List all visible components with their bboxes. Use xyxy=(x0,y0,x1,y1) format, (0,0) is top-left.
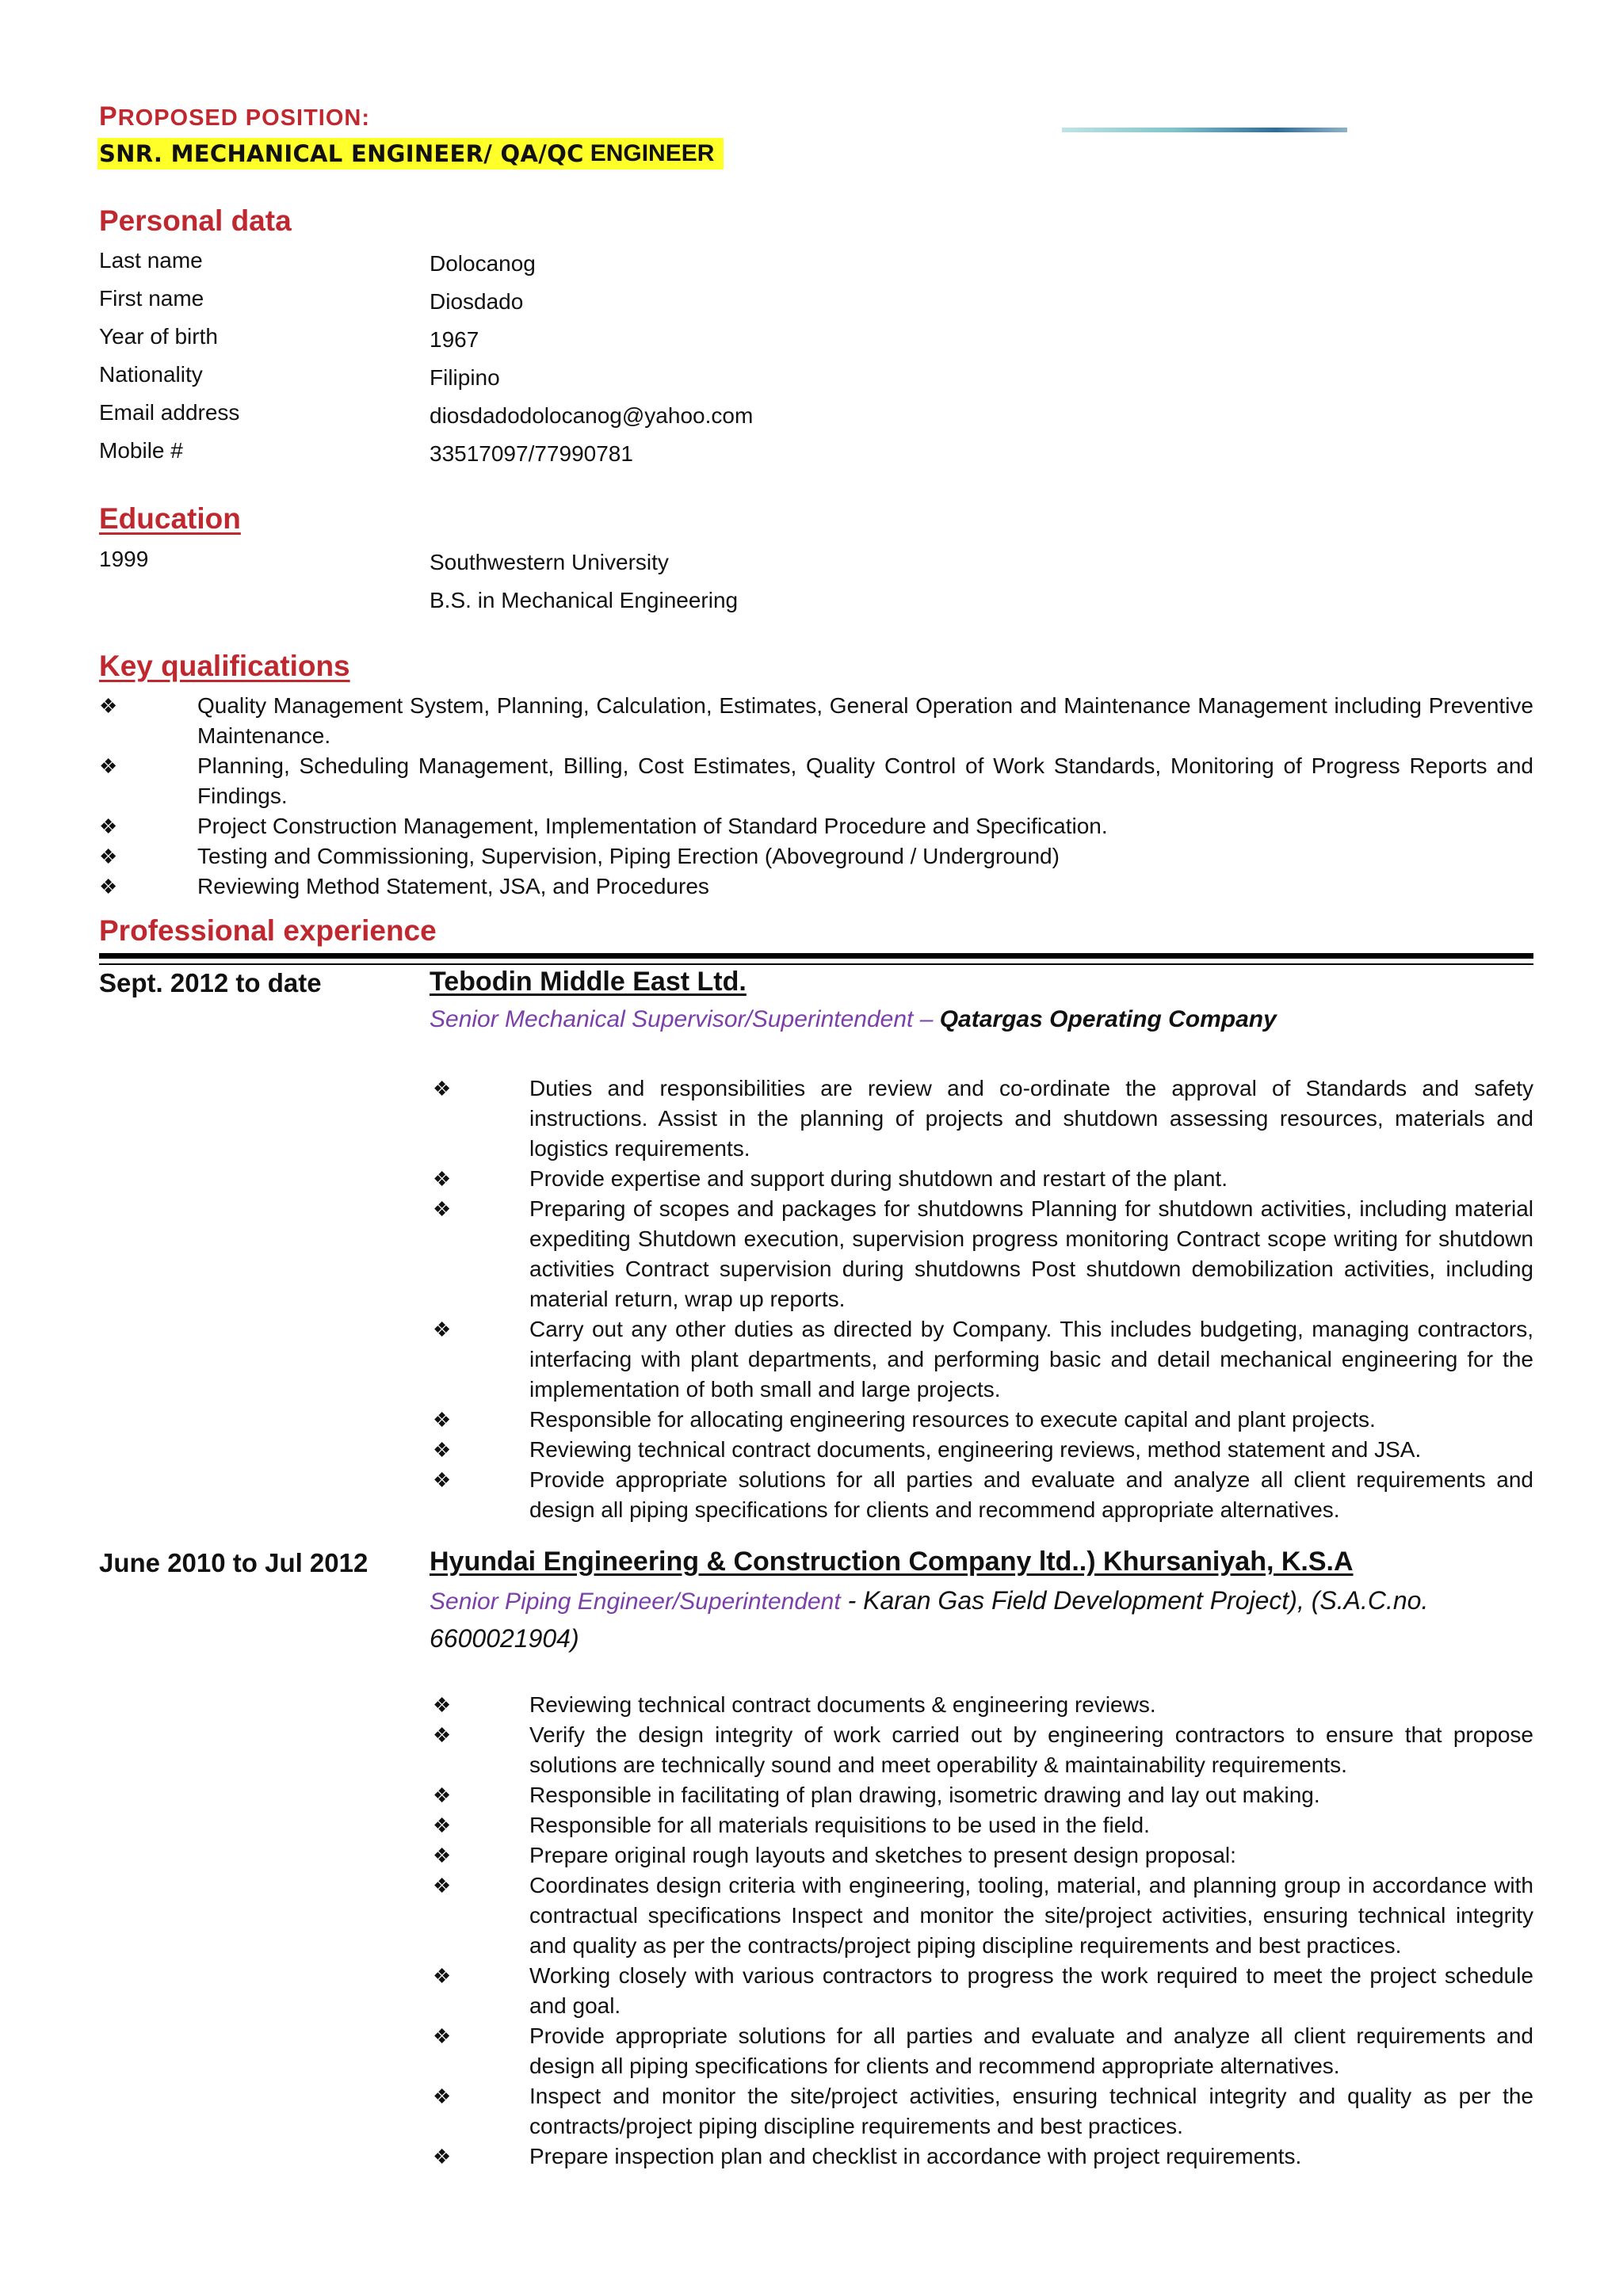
list-item: ❖ Carry out any other duties as directed by Company. This includes budgeting, managing contractors, interfacing with plant departments, and performing basic and detail mechanical engineering for the implementation of both small and large projects. xyxy=(430,1314,1533,1405)
education-degree-row xyxy=(99,585,1526,613)
personal-label: First name xyxy=(99,286,204,311)
key-qualifications-list xyxy=(99,691,1533,902)
personal-label: Email address xyxy=(99,400,240,425)
diamond-bullet-icon: ❖ xyxy=(433,1723,452,1747)
job-client: Qatargas Operating Company xyxy=(939,1006,1277,1032)
diamond-bullet-icon: ❖ xyxy=(433,1844,452,1867)
personal-data-heading: Personal data xyxy=(99,204,292,237)
diamond-bullet-icon: ❖ xyxy=(433,1318,452,1341)
diamond-bullet-icon: ❖ xyxy=(433,1408,452,1432)
job-company: Hyundai Engineering & Construction Company ltd..) Khursaniyah, K.S.A xyxy=(430,1547,1354,1577)
diamond-bullet-icon: ❖ xyxy=(433,2084,452,2108)
personal-value: 1967 xyxy=(430,327,479,352)
diamond-bullet-icon: ❖ xyxy=(433,1693,452,1717)
position-title-main: SNR. MECHANICAL ENGINEER/ QA/QC xyxy=(99,140,584,167)
personal-row-first-name xyxy=(99,286,1526,315)
list-item: ❖ Verify the design integrity of work carried out by engineering contractors to ensure that propose solutions are technically sound and meet operability & maintainability requirements. xyxy=(430,1720,1533,1780)
list-item: ❖ Reviewing technical contract documents, engineering reviews, method statement and JSA. xyxy=(430,1435,1533,1465)
personal-label: Year of birth xyxy=(99,324,218,349)
diamond-bullet-icon: ❖ xyxy=(99,754,118,778)
personal-value: Dolocanog xyxy=(430,251,536,276)
diamond-bullet-icon: ❖ xyxy=(433,1167,452,1191)
personal-row-email xyxy=(99,400,1526,429)
professional-experience-heading: Professional experience xyxy=(99,914,437,947)
job-date: Sept. 2012 to date xyxy=(99,968,322,997)
personal-value: diosdadodolocanog@yahoo.com xyxy=(430,403,754,428)
job-role-line xyxy=(430,1582,1484,1658)
list-item: ❖ Prepare original rough layouts and sketches to present design proposal: xyxy=(430,1840,1533,1871)
list-item: ❖ Testing and Commissioning, Supervision, Piping Erection (Aboveground / Underground) xyxy=(99,841,1533,871)
personal-row-mobile xyxy=(99,438,1526,467)
list-item: ❖ Provide appropriate solutions for all parties and evaluate and analyze all client requirements and design all piping specifications for clients and recommend appropriate alternatives. xyxy=(430,2021,1533,2081)
diamond-bullet-icon: ❖ xyxy=(433,1783,452,1807)
personal-value: Diosdado xyxy=(430,289,524,314)
list-item: ❖ Reviewing technical contract documents & engineering reviews. xyxy=(430,1690,1533,1720)
job-duties-list xyxy=(430,1074,1533,1525)
section-divider-thin xyxy=(99,963,1533,965)
list-item: ❖ Quality Management System, Planning, Calculation, Estimates, General Operation and Maintenance Management including Preventive Maintenance. xyxy=(99,691,1533,751)
list-item: ❖ Provide appropriate solutions for all parties and evaluate and analyze all client requirements and design all piping specifications for clients and recommend appropriate alternatives. xyxy=(430,1465,1533,1525)
list-item: ❖ Provide expertise and support during shutdown and restart of the plant. xyxy=(430,1164,1533,1194)
list-item: ❖ Responsible for all materials requisitions to be used in the field. xyxy=(430,1810,1533,1840)
list-item: ❖ Reviewing Method Statement, JSA, and Procedures xyxy=(99,871,1533,902)
diamond-bullet-icon: ❖ xyxy=(433,1197,452,1221)
diamond-bullet-icon: ❖ xyxy=(433,1814,452,1837)
job-role-separator: – xyxy=(913,1006,940,1032)
diamond-bullet-icon: ❖ xyxy=(99,694,118,718)
job-role-separator: - xyxy=(840,1586,864,1615)
education-year: 1999 xyxy=(99,547,149,571)
diamond-bullet-icon: ❖ xyxy=(433,1438,452,1462)
diamond-bullet-icon: ❖ xyxy=(433,2145,452,2168)
decorative-gradient-line xyxy=(1062,128,1347,132)
education-heading: Education xyxy=(99,502,241,535)
key-qualifications-heading: Key qualifications xyxy=(99,650,350,682)
list-item: ❖ Project Construction Management, Implementation of Standard Procedure and Specification. xyxy=(99,811,1533,841)
list-item: ❖ Responsible for allocating engineering resources to execute capital and plant projects. xyxy=(430,1405,1533,1435)
job-role: Senior Mechanical Supervisor/Superintendent xyxy=(430,1006,914,1032)
personal-row-year-of-birth xyxy=(99,324,1526,353)
job-role: Senior Piping Engineer/Superintendent xyxy=(430,1589,841,1615)
personal-label: Mobile # xyxy=(99,438,183,463)
list-item: ❖ Prepare inspection plan and checklist in accordance with project requirements. xyxy=(430,2142,1533,2172)
list-item: ❖ Preparing of scopes and packages for shutdowns Planning for shutdown activities, including material expediting Shutdown execution, supervision progress monitoring Contract scope writing for shutdown activities Contract supervision during shutdowns Post shutdown demobilization activities, including material return, wrap up reports. xyxy=(430,1194,1533,1314)
diamond-bullet-icon: ❖ xyxy=(99,875,118,898)
job-duties-list xyxy=(430,1690,1533,2172)
job-date: June 2010 to Jul 2012 xyxy=(99,1548,369,1577)
personal-row-nationality xyxy=(99,362,1526,391)
diamond-bullet-icon: ❖ xyxy=(433,1964,452,1988)
list-item: ❖ Coordinates design criteria with engineering, tooling, material, and planning group in accordance with contractual specifications Inspect and monitor the site/project activities, ensuring technical integrity and quality as per the contracts/project piping discipline requirements and best practices. xyxy=(430,1871,1533,1961)
proposed-position-title xyxy=(97,138,724,170)
diamond-bullet-icon: ❖ xyxy=(99,814,118,838)
list-item: ❖ Responsible in facilitating of plan drawing, isometric drawing and lay out making. xyxy=(430,1780,1533,1810)
job-client: Karan Gas Field Development Project), (S.A.C.no. 6600021904) xyxy=(430,1586,1429,1653)
proposed-position-label: PROPOSED POSITION: xyxy=(99,101,371,132)
personal-value: Filipino xyxy=(430,365,500,390)
personal-label: Last name xyxy=(99,248,203,273)
education-school: Southwestern University xyxy=(430,550,669,574)
diamond-bullet-icon: ❖ xyxy=(99,845,118,868)
education-degree: B.S. in Mechanical Engineering xyxy=(430,588,739,612)
position-title-suffix: ENGINEER xyxy=(590,140,715,166)
education-row xyxy=(99,547,1526,575)
list-item: ❖ Planning, Scheduling Management, Billing, Cost Estimates, Quality Control of Work Standards, Monitoring of Progress Reports and Findings. xyxy=(99,751,1533,811)
diamond-bullet-icon: ❖ xyxy=(433,1468,452,1492)
list-item: ❖ Inspect and monitor the site/project activities, ensuring technical integrity and quality as per the contracts/project piping discipline requirements and best practices. xyxy=(430,2081,1533,2142)
diamond-bullet-icon: ❖ xyxy=(433,1874,452,1897)
personal-row-last-name xyxy=(99,248,1526,277)
section-divider xyxy=(99,953,1533,959)
list-item: ❖ Working closely with various contractors to progress the work required to meet the project schedule and goal. xyxy=(430,1961,1533,2021)
personal-value: 33517097/77990781 xyxy=(430,441,633,466)
job-role-line xyxy=(430,1001,1484,1038)
personal-label: Nationality xyxy=(99,362,203,387)
diamond-bullet-icon: ❖ xyxy=(433,1077,452,1100)
job-company: Tebodin Middle East Ltd. xyxy=(430,967,747,997)
diamond-bullet-icon: ❖ xyxy=(433,2024,452,2048)
list-item: ❖ Duties and responsibilities are review and co-ordinate the approval of Standards and safety instructions. Assist in the planning of projects and shutdown assessing resources, materials and logistics requirements. xyxy=(430,1074,1533,1164)
